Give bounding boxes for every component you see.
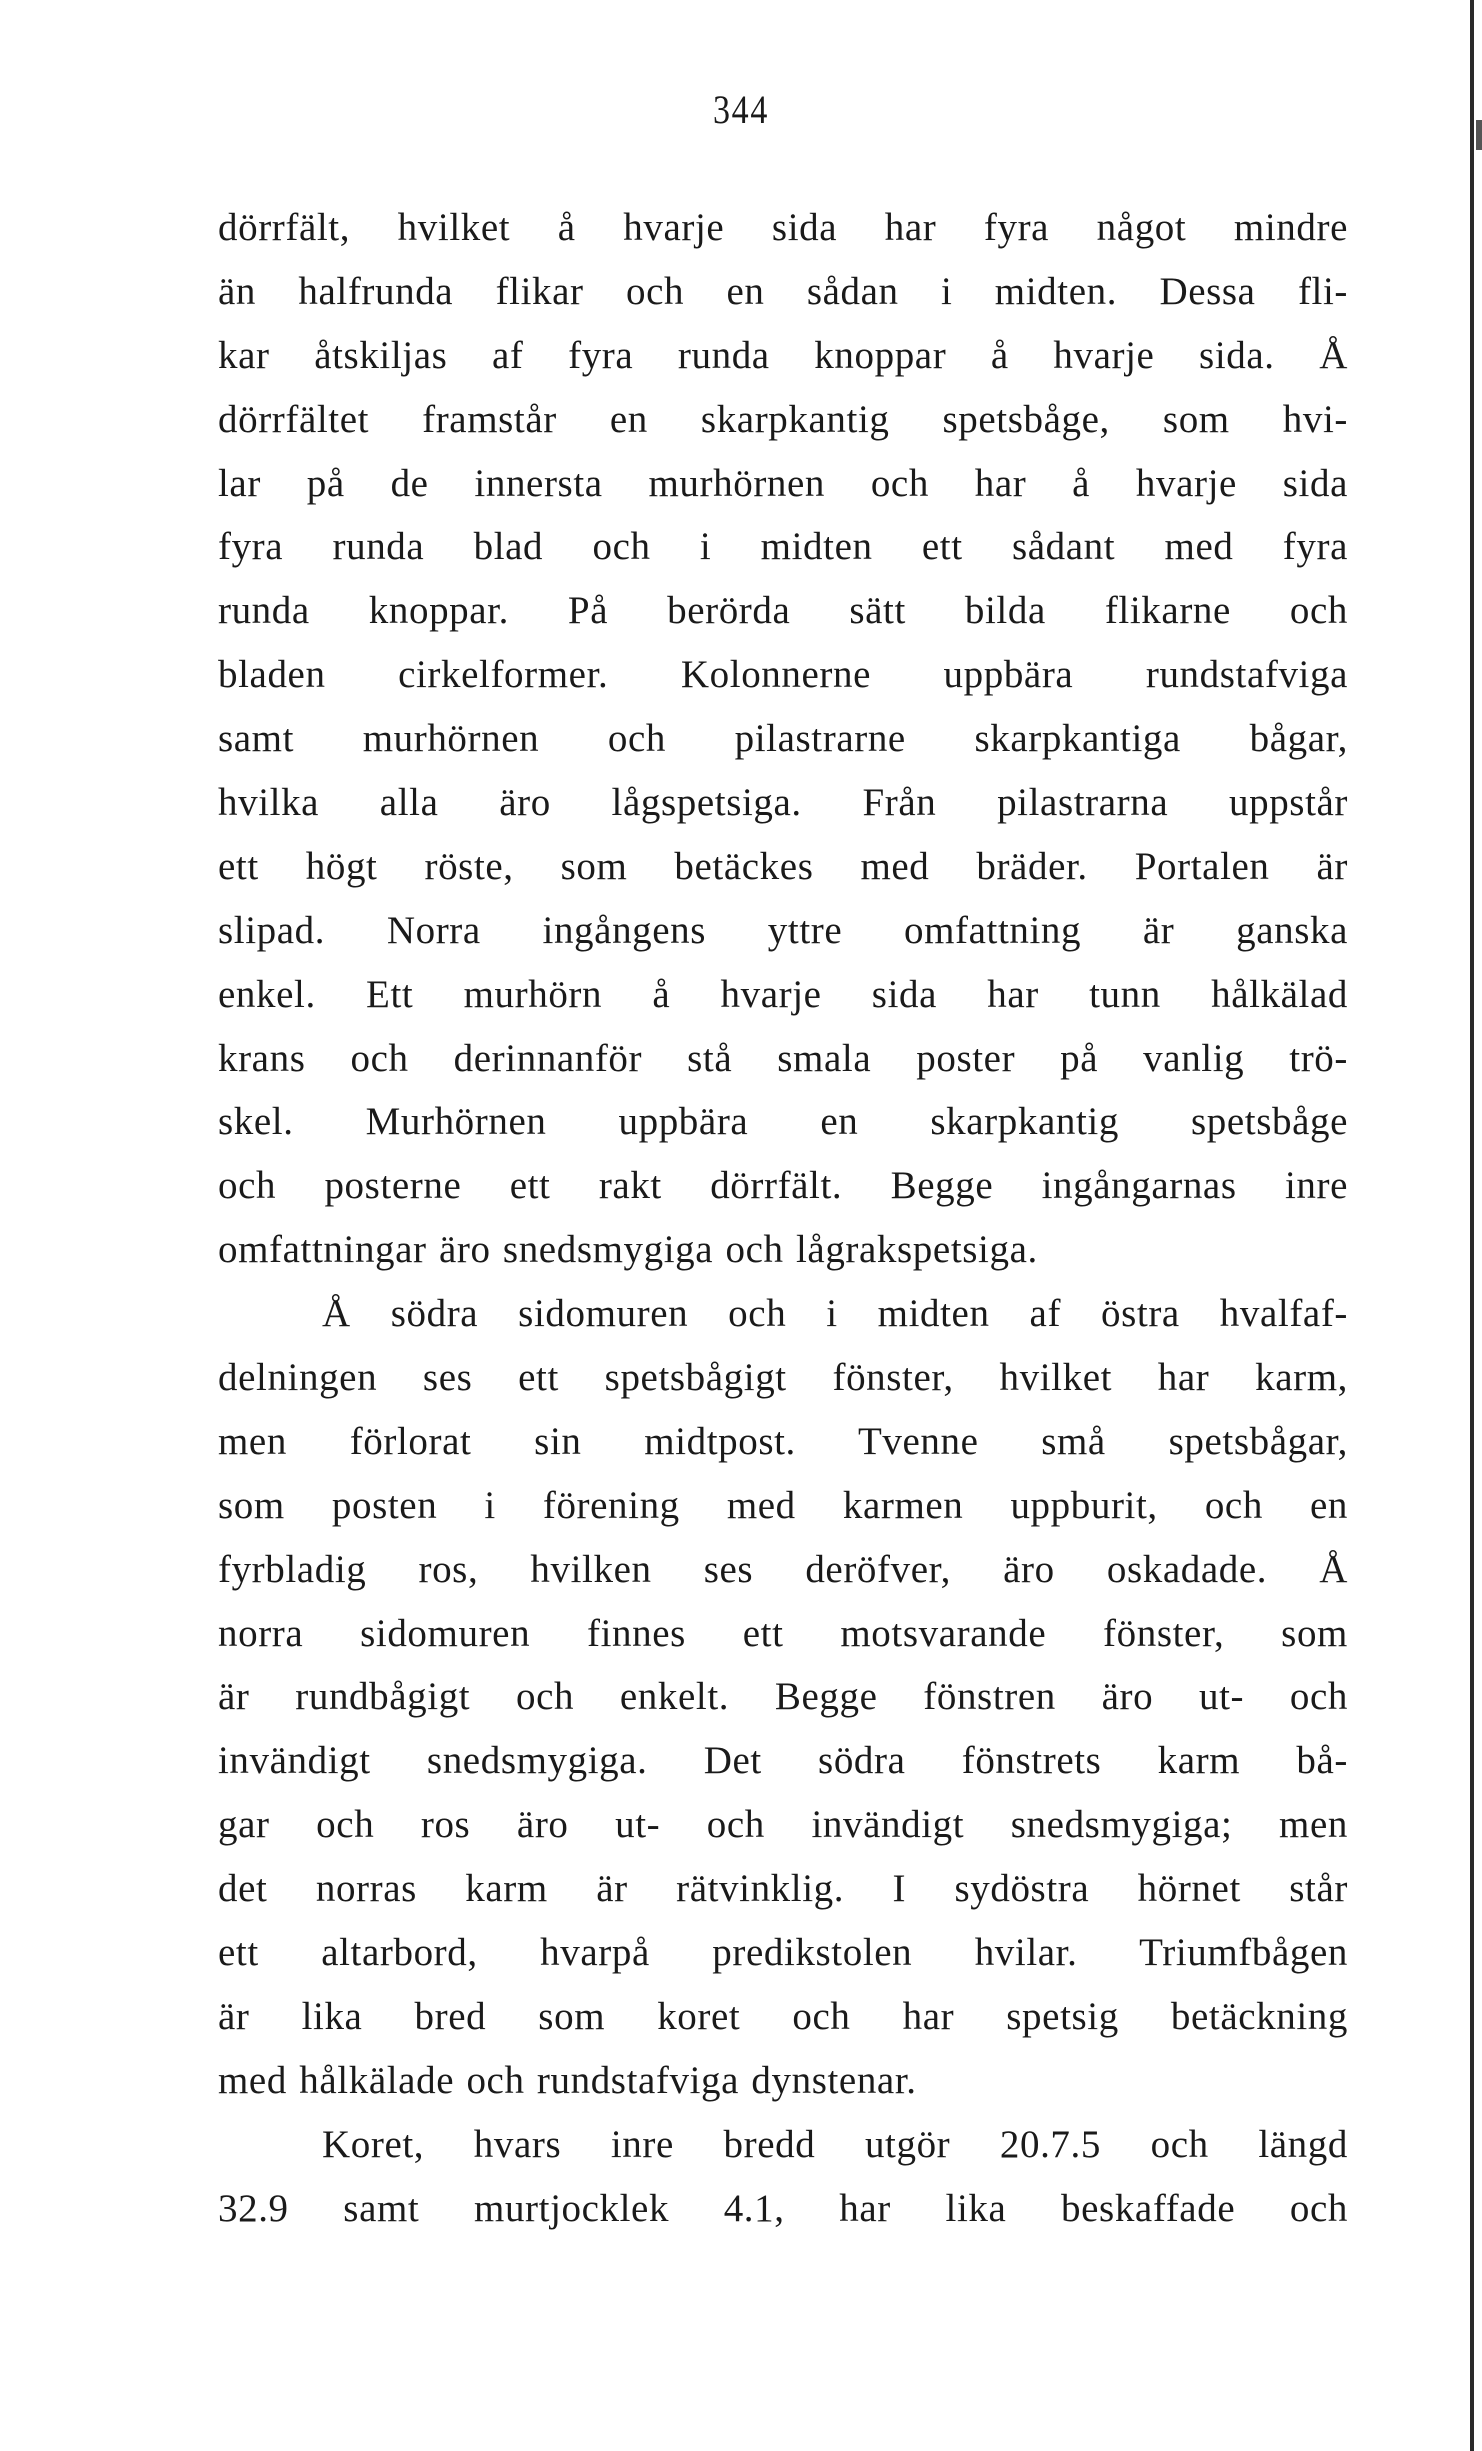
text-line: och posterne ett rakt dörrfält. Begge ingångarnas inre — [218, 1164, 1348, 1208]
text-line: med hålkälade och rundstafviga dynstenar. — [218, 2058, 917, 2102]
text-line: invändigt snedsmygiga. Det södra fönstrets karm bå- — [218, 1739, 1348, 1783]
text-line: fyrbladig ros, hvilken ses deröfver, äro oskadade. Å — [218, 1547, 1348, 1591]
text-line: Å södra sidomuren och i midten af östra hvalfaf- — [322, 1292, 1348, 1336]
text-line: Koret, hvars inre bredd utgör 20.7.5 och längd — [322, 2122, 1348, 2166]
text-line: 32.9 samt murtjocklek 4.1, har lika beskaffade och — [218, 2186, 1348, 2230]
text-line: ett altarbord, hvarpå predikstolen hvilar. Triumfbågen — [218, 1931, 1348, 1975]
text-line: skel. Murhörnen uppbära en skarpkantig spetsbåge — [218, 1100, 1348, 1144]
page-edge-mark — [1476, 120, 1482, 150]
text-line: än halfrunda flikar och en sådan i midten. Dessa fli- — [218, 269, 1348, 313]
page-number: 344 — [712, 87, 770, 132]
text-line: ett högt röste, som betäckes med bräder. Portalen är — [218, 844, 1348, 888]
text-line: är lika bred som koret och har spetsig betäckning — [218, 1994, 1348, 2038]
page-edge-border — [1470, 0, 1474, 2451]
text-line: men förlorat sin midtpost. Tvenne små spetsbågar, — [218, 1419, 1348, 1463]
text-line: norra sidomuren finnes ett motsvarande fönster, som — [218, 1611, 1348, 1655]
text-line: dörrfältet framstår en skarpkantig spetsbåge, som hvi- — [218, 397, 1348, 441]
text-line: gar och ros äro ut- och invändigt snedsmygiga; men — [218, 1803, 1348, 1847]
text-line: det norras karm är rätvinklig. I sydöstra hörnet står — [218, 1867, 1348, 1911]
text-line: omfattningar äro snedsmygiga och lågrakspetsiga. — [218, 1228, 1038, 1272]
body-text — [218, 196, 1348, 2241]
text-line: enkel. Ett murhörn å hvarje sida har tunn hålkälad — [218, 972, 1348, 1016]
text-line: slipad. Norra ingångens yttre omfattning är ganska — [218, 908, 1348, 952]
text-line: runda knoppar. På berörda sätt bilda flikarne och — [218, 589, 1348, 633]
text-line: som posten i förening med karmen uppburit, och en — [218, 1483, 1348, 1527]
text-line: kar åtskiljas af fyra runda knoppar å hvarje sida. Å — [218, 333, 1348, 377]
text-line: lar på de innersta murhörnen och har å hvarje sida — [218, 461, 1348, 505]
text-line: delningen ses ett spetsbågigt fönster, hvilket har karm, — [218, 1356, 1348, 1400]
text-line: är rundbågigt och enkelt. Begge fönstren äro ut- och — [218, 1675, 1348, 1719]
text-line: dörrfält, hvilket å hvarje sida har fyra något mindre — [218, 206, 1348, 249]
text-line: krans och derinnanför stå smala poster på vanlig trö- — [218, 1036, 1348, 1080]
text-line: hvilka alla äro lågspetsiga. Från pilastrarna uppstår — [218, 781, 1348, 825]
text-line: samt murhörnen och pilastrarne skarpkantiga bågar, — [218, 717, 1348, 761]
text-line: bladen cirkelformer. Kolonnerne uppbära rundstafviga — [218, 653, 1348, 697]
text-line: fyra runda blad och i midten ett sådant med fyra — [218, 525, 1348, 569]
